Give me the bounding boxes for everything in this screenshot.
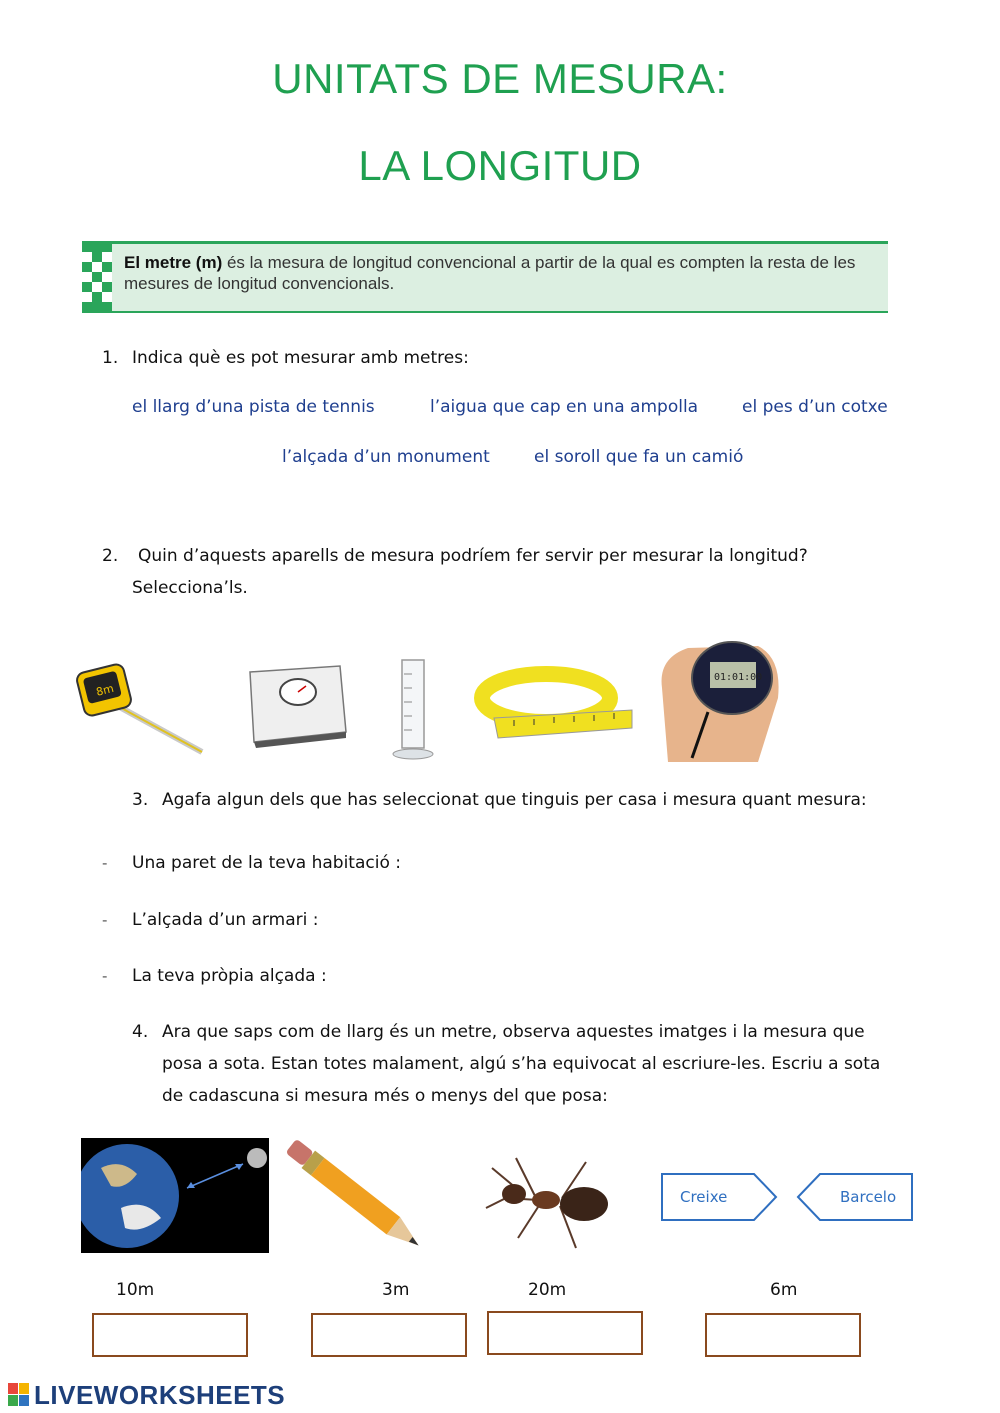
- checker-decoration-icon: [82, 244, 112, 311]
- measure-label: 3m: [382, 1280, 410, 1300]
- measuring-tape-icon[interactable]: [474, 666, 636, 750]
- list-bullet: -: [102, 967, 108, 985]
- measure-label: 10m: [116, 1280, 155, 1300]
- definition-text: [124, 252, 878, 294]
- list-bullet: -: [102, 854, 108, 872]
- list-bullet: -: [102, 911, 108, 929]
- q3-item: Una paret de la teva habitació :: [132, 853, 401, 873]
- tape-measure-icon[interactable]: [74, 660, 208, 756]
- measure-label: 20m: [528, 1280, 567, 1300]
- answer-input-4[interactable]: [705, 1313, 861, 1357]
- answer-input-2[interactable]: [311, 1313, 467, 1357]
- q2-line1: Quin d’aquests aparells de mesura podríem fer servir per mesurar la longitud?: [138, 546, 808, 566]
- pencil-icon: [278, 1138, 430, 1252]
- q4-line1: Ara que saps com de llarg és un metre, observa aquestes imatges i la mesura que: [162, 1022, 865, 1042]
- answer-input-1[interactable]: [92, 1313, 248, 1357]
- q1-option[interactable]: l’aigua que cap en una ampolla: [430, 397, 699, 417]
- q1-option[interactable]: el pes d’un cotxe: [742, 397, 888, 417]
- liveworksheets-logo-icon: [8, 1383, 30, 1407]
- q1-option[interactable]: l’alçada d’un monument: [282, 447, 490, 467]
- q4-number: 4.: [132, 1022, 149, 1042]
- q3-number: 3.: [132, 790, 149, 810]
- sign-left-text: Creixe: [680, 1188, 728, 1206]
- q2-number: 2.: [102, 546, 119, 566]
- definition-box: [82, 241, 888, 313]
- sign-right-text: Barcelo: [840, 1188, 897, 1206]
- svg-text:01:01:00: 01:01:00: [714, 672, 763, 683]
- measure-label: 6m: [770, 1280, 798, 1300]
- q4-line3: de cadascuna si mesura més o menys del que posa:: [162, 1086, 608, 1106]
- page-title-line2: LA LONGITUD: [358, 142, 642, 189]
- q1-text: Indica què es pot mesurar amb metres:: [132, 348, 469, 368]
- definition-term: El metre (m): [124, 253, 223, 272]
- liveworksheets-logo[interactable]: LIVEWORKSHEETS: [34, 1380, 286, 1410]
- svg-text:8m: 8m: [94, 681, 116, 699]
- q3-item: L’alçada d’un armari :: [132, 910, 319, 930]
- ant-icon: [476, 1138, 628, 1254]
- q4-line2: posa a sota. Estan totes malament, algú s’ha equivocat al escriure-les. Escriu a sota: [162, 1054, 881, 1074]
- page-title-line1: UNITATS DE MESURA:: [272, 55, 728, 102]
- stopwatch-icon[interactable]: [648, 618, 788, 762]
- definition-body: és la mesura de longitud convencional a partir de la qual es compten la resta de les mesures de longitud convencionals.: [124, 253, 856, 293]
- q1-option[interactable]: el soroll que fa un camió: [534, 447, 744, 467]
- answer-input-3[interactable]: [487, 1311, 643, 1355]
- q2-line2: Selecciona’ls.: [132, 578, 248, 598]
- bathroom-scale-icon[interactable]: [240, 662, 350, 748]
- q3-text: Agafa algun dels que has seleccionat que tinguis per casa i mesura quant mesura:: [162, 790, 867, 810]
- q3-item: La teva pròpia alçada :: [132, 966, 327, 986]
- q1-number: 1.: [102, 348, 119, 368]
- earth-moon-icon: [81, 1138, 269, 1253]
- q1-option[interactable]: el llarg d’una pista de tennis: [132, 397, 375, 417]
- graduated-cylinder-icon[interactable]: [388, 654, 438, 762]
